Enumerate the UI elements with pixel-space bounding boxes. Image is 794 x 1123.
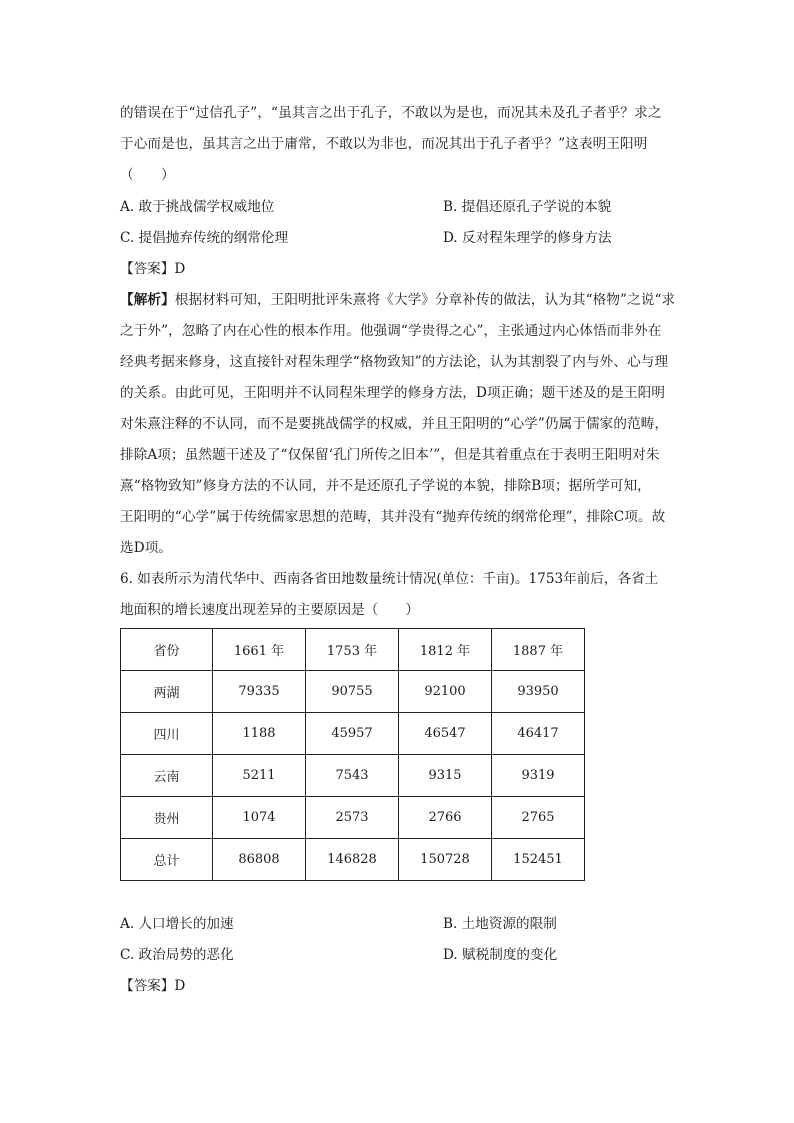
stem-line: 的错误在于“过信孔子”，“虽其言之出于孔子，不敢以为是也，而况其未及孔子者乎？求之 [120, 105, 662, 121]
table-header-cell: 1812 年 [399, 629, 492, 671]
analysis-tag: 【解析】 [120, 292, 175, 308]
table-cell: 两湖 [121, 671, 213, 713]
table-header-cell: 1753 年 [306, 629, 399, 671]
table-row [121, 839, 585, 881]
question-5-answer: 【答案】D [120, 261, 186, 277]
analysis-line: 排除A项；虽然题干述及了“仅保留‘孔门所传之旧本’”，但是其着重点在于表明王阳明对朱 [120, 447, 660, 463]
question-6-stem [120, 564, 680, 626]
analysis-line: 的关系。由此可见，王阳明并不认同程朱理学的修身方法，D项正确；题干述及的是王阳明 [120, 385, 666, 401]
option-b: B. 提倡还原孔子学说的本貌 [443, 199, 612, 215]
analysis-line: 熹“格物致知”修身方法的不认同，并不是还原孔子学说的本貌，排除B项；据所学可知， [120, 478, 651, 494]
question-5-stem [120, 98, 680, 191]
table-cell: 总计 [121, 839, 213, 881]
question-6-answer: 【答案】D [120, 978, 186, 994]
option-d: D. 赋税制度的变化 [443, 947, 558, 963]
stem-line: 地面积的增长速度出现差异的主要原因是（ ） [120, 602, 420, 618]
table-row [121, 797, 585, 839]
table-cell: 贵州 [121, 797, 213, 839]
analysis-line: 对朱熹注释的不认同，而不是要挑战儒学的权威，并且王阳明的“心学”仍属于儒家的范畴， [120, 416, 669, 432]
table-cell: 86808 [213, 839, 306, 881]
table-cell: 46547 [399, 713, 492, 755]
stem-line: 6. 如表所示为清代华中、西南各省田地数量统计情况(单位：千亩)。1753年前后，各省土 [120, 571, 659, 587]
table-header-cell: 1661 年 [213, 629, 306, 671]
option-b: B. 土地资源的限制 [443, 916, 557, 932]
analysis-line: 选D项。 [120, 540, 173, 556]
table-cell: 7543 [306, 755, 399, 797]
analysis-line: 经典考据来修身，这直接针对程朱理学“格物致知”的方法论，认为其割裂了内与外、心与理 [120, 354, 669, 370]
stem-line: （ ） [120, 167, 175, 183]
table-cell: 79335 [213, 671, 306, 713]
table-cell: 1074 [213, 797, 306, 839]
table-row [121, 713, 585, 755]
option-c: C. 政治局势的恶化 [120, 947, 234, 963]
table-cell: 云南 [121, 755, 213, 797]
table-cell: 2765 [492, 797, 585, 839]
table-cell: 92100 [399, 671, 492, 713]
stem-line: 于心而是也，虽其言之出于庸常，不敢以为非也，而况其出于孔子者乎？”这表明王阳明 [120, 136, 648, 152]
analysis-line: 根据材料可知，王阳明批评朱熹将《大学》分章补传的做法，认为其“格物”之说“求 [174, 292, 676, 308]
table-cell: 146828 [306, 839, 399, 881]
question-6-options [120, 909, 680, 971]
table-cell: 2766 [399, 797, 492, 839]
option-d: D. 反对程朱理学的修身方法 [443, 230, 612, 246]
table-cell: 四川 [121, 713, 213, 755]
table-header-cell: 1887 年 [492, 629, 585, 671]
table-cell: 2573 [306, 797, 399, 839]
table-header-row [121, 629, 585, 671]
table-cell: 5211 [213, 755, 306, 797]
table-cell: 1188 [213, 713, 306, 755]
question-5-options [120, 192, 680, 254]
option-a: A. 敢于挑战儒学权威地位 [120, 199, 275, 215]
table-cell: 9315 [399, 755, 492, 797]
land-statistics-table [120, 628, 585, 881]
table-cell: 152451 [492, 839, 585, 881]
table-cell: 46417 [492, 713, 585, 755]
table-cell: 150728 [399, 839, 492, 881]
document-page [120, 98, 680, 1002]
option-a: A. 人口增长的加速 [120, 916, 234, 932]
table-row [121, 671, 585, 713]
table-row [121, 755, 585, 797]
question-5-analysis [120, 285, 680, 564]
analysis-line: 王阳明的“心学”属于传统儒家思想的范畴，其并没有“抛弃传统的纲常伦理”，排除C项。故 [120, 509, 666, 525]
option-c: C. 提倡抛弃传统的纲常伦理 [120, 230, 289, 246]
table-cell: 9319 [492, 755, 585, 797]
table-cell: 93950 [492, 671, 585, 713]
table-header-cell: 省份 [121, 629, 213, 671]
table-cell: 45957 [306, 713, 399, 755]
analysis-line: 之于外”，忽略了内在心性的根本作用。他强调“学贵得之心”，主张通过内心体悟而非外在 [120, 323, 662, 339]
table-cell: 90755 [306, 671, 399, 713]
